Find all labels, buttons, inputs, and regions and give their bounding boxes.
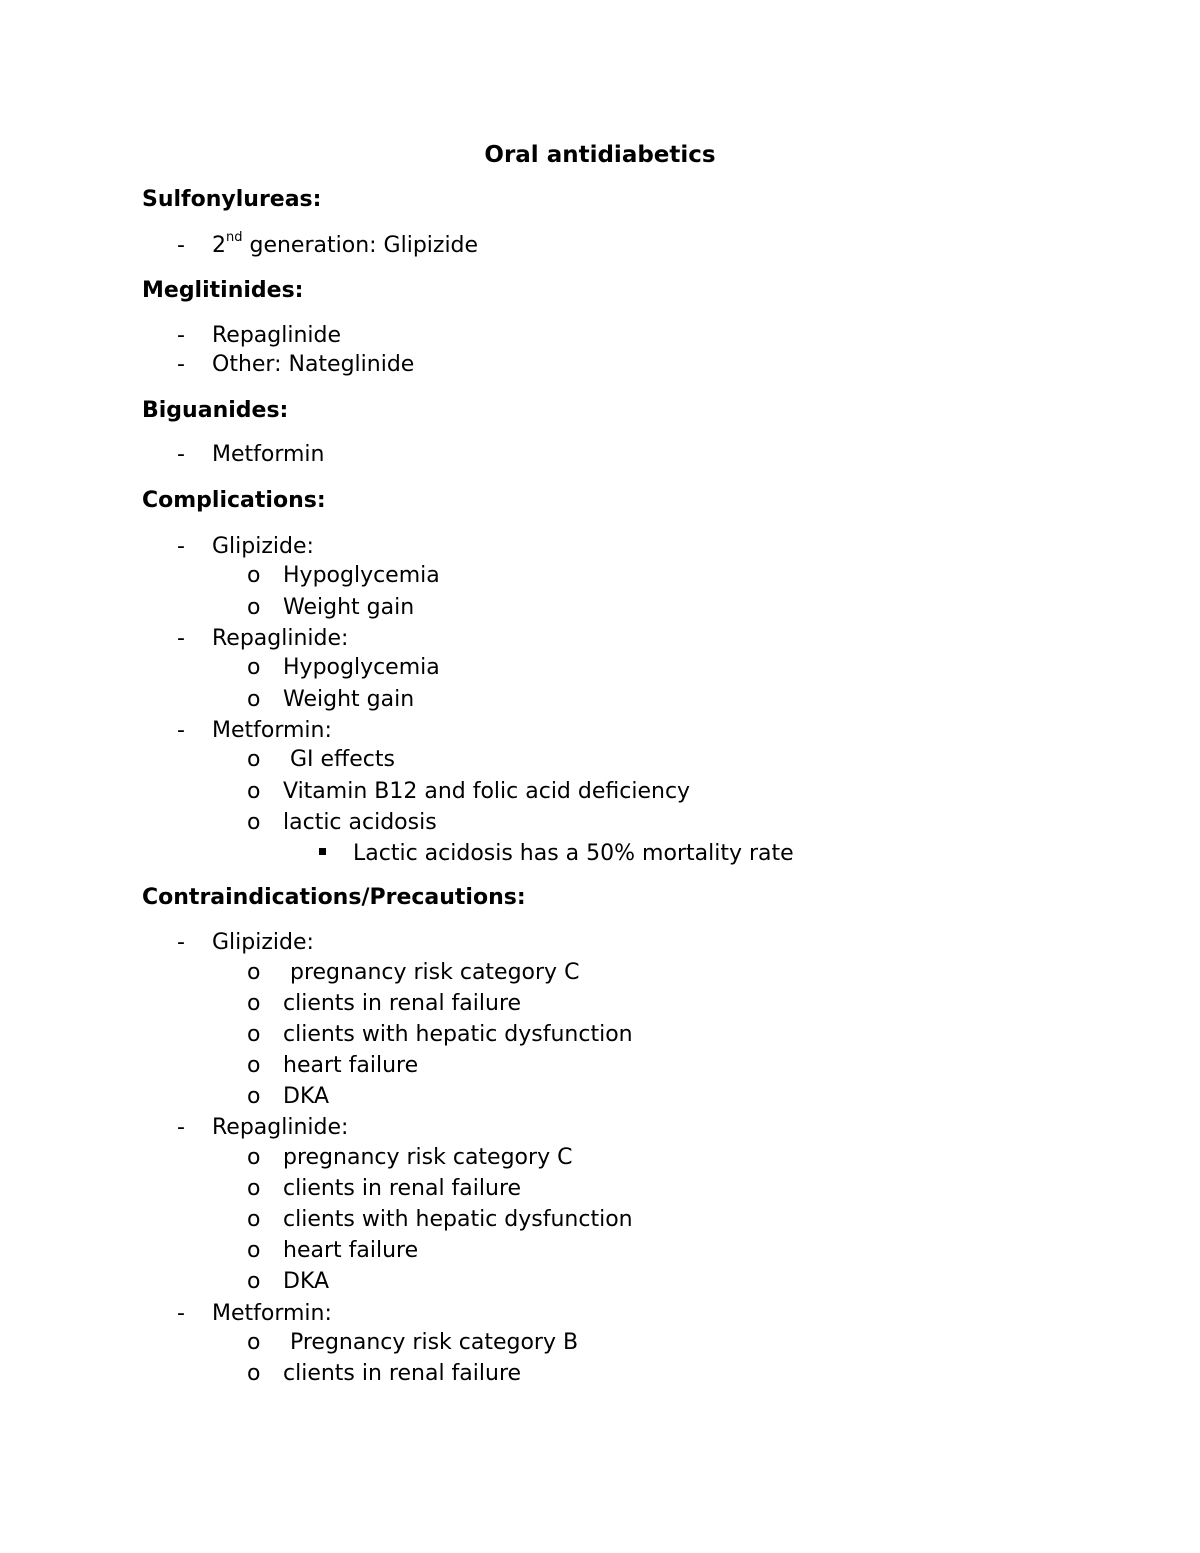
- sub-list-item: Weight gain: [283, 687, 415, 712]
- section-heading-biguanides: Biguanides:: [142, 398, 289, 423]
- circle-marker: o: [247, 595, 261, 620]
- list-item: [212, 229, 479, 260]
- list-item-label: Metformin:: [212, 718, 332, 743]
- list-item: Repaglinide: [212, 323, 342, 348]
- dash-marker: -: [177, 352, 185, 377]
- circle-marker: o: [247, 1176, 261, 1201]
- dash-marker: -: [177, 930, 185, 955]
- circle-marker: o: [247, 960, 261, 985]
- sub-list-item: pregnancy risk category C: [283, 960, 580, 985]
- sub-list-item: GI effects: [283, 747, 395, 772]
- sub-sub-list-item: Lactic acidosis has a 50% mortality rate: [353, 841, 794, 866]
- circle-marker: o: [247, 1238, 261, 1263]
- sub-list-item: heart failure: [283, 1053, 419, 1078]
- circle-marker: o: [247, 1022, 261, 1047]
- list-item-text: generation: Glipizide: [242, 233, 479, 258]
- sub-list-item: clients in renal failure: [283, 991, 522, 1016]
- page-title: Oral antidiabetics: [484, 142, 716, 168]
- circle-marker: o: [247, 1361, 261, 1386]
- list-item-label: Glipizide:: [212, 534, 314, 559]
- sub-list-item: Weight gain: [283, 595, 415, 620]
- list-item-label: Metformin:: [212, 1301, 332, 1326]
- list-item-label: Repaglinide:: [212, 1115, 349, 1140]
- ordinal-suffix: nd: [226, 229, 243, 245]
- circle-marker: o: [247, 1207, 261, 1232]
- circle-marker: o: [247, 747, 261, 772]
- sub-list-item: Pregnancy risk category B: [283, 1330, 579, 1355]
- circle-marker: o: [247, 687, 261, 712]
- dash-marker: -: [177, 442, 185, 467]
- sub-list-item: Vitamin B12 and folic acid deficiency: [283, 779, 691, 804]
- sub-list-item: clients with hepatic dysfunction: [283, 1022, 633, 1047]
- sub-list-item: clients in renal failure: [283, 1361, 522, 1386]
- circle-marker: o: [247, 779, 261, 804]
- sub-list-item: clients in renal failure: [283, 1176, 522, 1201]
- sub-list-item: DKA: [283, 1084, 330, 1109]
- list-item-label: Repaglinide:: [212, 626, 349, 651]
- dash-marker: -: [177, 1115, 185, 1140]
- list-item: Other: Nateglinide: [212, 352, 415, 377]
- sub-list-item: pregnancy risk category C: [283, 1145, 573, 1170]
- circle-marker: o: [247, 655, 261, 680]
- dash-marker: -: [177, 1301, 185, 1326]
- dash-marker: -: [177, 233, 185, 258]
- section-heading-contraindications: Contraindications/Precautions:: [142, 885, 526, 910]
- section-heading-sulfonylureas: Sulfonylureas:: [142, 187, 322, 212]
- dash-marker: -: [177, 534, 185, 559]
- sub-list-item: clients with hepatic dysfunction: [283, 1207, 633, 1232]
- circle-marker: o: [247, 563, 261, 588]
- circle-marker: o: [247, 1084, 261, 1109]
- circle-marker: o: [247, 1053, 261, 1078]
- section-heading-complications: Complications:: [142, 488, 326, 513]
- circle-marker: o: [247, 810, 261, 835]
- ordinal-number: 2: [212, 233, 226, 258]
- sub-list-item: DKA: [283, 1269, 330, 1294]
- sub-list-item: Hypoglycemia: [283, 563, 440, 588]
- section-heading-meglitinides: Meglitinides:: [142, 278, 304, 303]
- sub-list-item: heart failure: [283, 1238, 419, 1263]
- circle-marker: o: [247, 991, 261, 1016]
- dash-marker: -: [177, 718, 185, 743]
- dash-marker: -: [177, 323, 185, 348]
- dash-marker: -: [177, 626, 185, 651]
- circle-marker: o: [247, 1145, 261, 1170]
- sub-list-item: lactic acidosis: [283, 810, 437, 835]
- list-item: Metformin: [212, 442, 325, 467]
- list-item-label: Glipizide:: [212, 930, 314, 955]
- circle-marker: o: [247, 1269, 261, 1294]
- sub-list-item: Hypoglycemia: [283, 655, 440, 680]
- circle-marker: o: [247, 1330, 261, 1355]
- square-bullet-icon: [319, 848, 326, 855]
